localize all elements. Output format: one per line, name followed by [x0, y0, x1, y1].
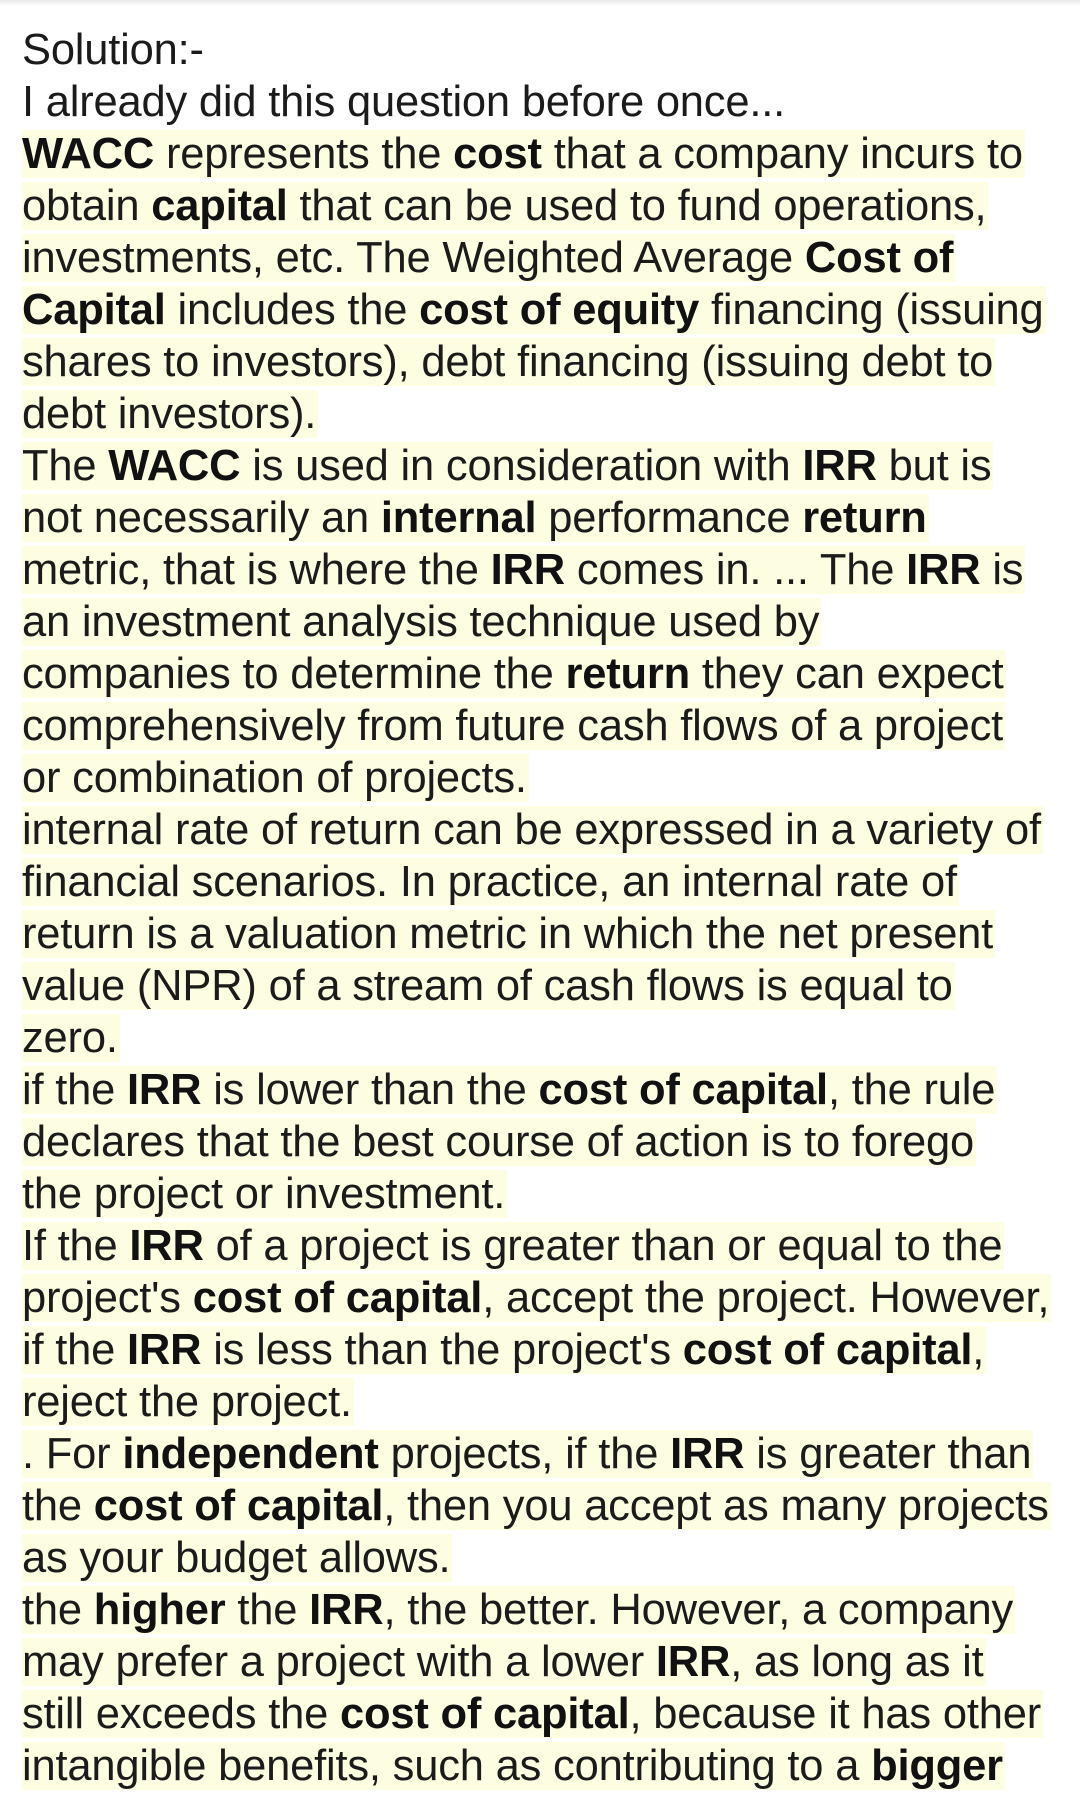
text-run: , then you accept as many projects [383, 1482, 1049, 1530]
text-line [22, 1584, 1072, 1636]
line-content [22, 1742, 1005, 1790]
text-run: obtain [22, 182, 152, 230]
bold-term: bigger [871, 1742, 1003, 1790]
text-run: value (NPR) of a stream of cash flows is equal to [22, 962, 953, 1010]
line-content [22, 1222, 1004, 1270]
line-content [22, 1274, 1051, 1322]
line-content [22, 130, 1025, 178]
text-run: return is a valuation metric in which the net present [22, 910, 994, 958]
text-line [22, 1116, 1072, 1168]
text-line [22, 180, 1072, 232]
text-run: financing (issuing [699, 286, 1044, 334]
text-run: comes in. ... The [564, 546, 907, 594]
line-content [22, 1534, 452, 1582]
text-run: intangible benefits, such as contributing to a [22, 1742, 872, 1790]
text-run: is less than the project's [201, 1326, 683, 1374]
bold-term: Cost of [804, 234, 954, 282]
text-line [22, 1740, 1072, 1792]
text-run: debt investors). [22, 390, 317, 438]
bold-term: independent [122, 1430, 379, 1478]
text-run: metric, that is where the [22, 546, 491, 594]
text-line [22, 24, 1072, 76]
line-content [22, 806, 1043, 854]
line-content [22, 858, 959, 906]
text-run: Solution:- [22, 26, 204, 74]
text-run: financial scenarios. In practice, an internal rate of [22, 858, 957, 906]
text-run: projects, if the [378, 1430, 671, 1478]
text-run: performance [536, 494, 803, 542]
text-run: an investment analysis technique used by [22, 598, 820, 646]
text-line [22, 1636, 1072, 1688]
text-run: is [980, 546, 1024, 594]
text-line [22, 960, 1072, 1012]
text-run: , accept the project. However, [482, 1274, 1050, 1322]
line-content [22, 442, 993, 490]
bold-term: cost of equity [419, 286, 700, 334]
line-content [22, 650, 1006, 698]
text-line [22, 76, 1072, 128]
text-line [22, 1532, 1072, 1584]
line-content [22, 1326, 986, 1374]
bold-term: WACC [108, 442, 241, 490]
bold-term: capital [151, 182, 288, 230]
text-run: the [22, 1586, 94, 1634]
bold-term: IRR [129, 1222, 204, 1270]
text-line [22, 440, 1072, 492]
text-line [22, 544, 1072, 596]
text-run: comprehensively from future cash flows of a project [22, 702, 1004, 750]
text-run: represents the [154, 130, 454, 178]
line-content [22, 234, 955, 282]
bold-term: IRR [127, 1066, 202, 1114]
text-line [22, 908, 1072, 960]
text-line [22, 648, 1072, 700]
text-line [22, 1272, 1072, 1324]
line-content [22, 1482, 1051, 1530]
text-line [22, 1480, 1072, 1532]
line-content [22, 1118, 976, 1166]
line-content [22, 1378, 354, 1426]
text-run: still exceeds the [22, 1690, 340, 1738]
text-run: they can expect [689, 650, 1004, 698]
line-content [22, 1638, 986, 1686]
text-line [22, 1324, 1072, 1376]
text-run: reject the project. [22, 1378, 352, 1426]
line-content [22, 1430, 1033, 1478]
text-run: declares that the best course of action is to forego [22, 1118, 974, 1166]
bold-term: IRR [655, 1638, 731, 1686]
text-run: may prefer a project with a lower [22, 1638, 656, 1686]
bold-term: WACC [22, 130, 155, 178]
text-run: is greater than [744, 1430, 1032, 1478]
text-run: , [972, 1326, 985, 1374]
text-run: I already did this question before once... [22, 78, 786, 126]
text-line [22, 232, 1072, 284]
solution-text [22, 24, 1072, 1792]
text-run: but is [876, 442, 992, 490]
line-content [22, 494, 929, 542]
line-content [22, 702, 1005, 750]
line-content [22, 1066, 997, 1114]
line-content [22, 598, 821, 646]
text-run: that a company incurs to [541, 130, 1023, 178]
text-run: includes the [165, 286, 420, 334]
text-run: The [22, 442, 109, 490]
text-run: is lower than the [201, 1066, 539, 1114]
text-run: , the rule [827, 1066, 996, 1114]
text-run: , as long as it [730, 1638, 984, 1686]
line-content [22, 910, 995, 958]
text-line [22, 492, 1072, 544]
text-line [22, 1688, 1072, 1740]
text-run: shares to investors), debt financing (issuing debt to [22, 338, 994, 386]
line-content [22, 546, 1025, 594]
text-line [22, 1064, 1072, 1116]
bold-term: IRR [906, 546, 981, 594]
text-line [22, 1012, 1072, 1064]
text-run: project's [22, 1274, 193, 1322]
line-content [22, 754, 529, 802]
text-line [22, 1220, 1072, 1272]
bold-term: higher [93, 1586, 226, 1634]
text-run: , because it has other [629, 1690, 1041, 1738]
bold-term: internal [380, 494, 537, 542]
text-line [22, 1376, 1072, 1428]
bold-term: cost of capital [93, 1482, 384, 1530]
text-line [22, 1428, 1072, 1480]
text-line [22, 596, 1072, 648]
line-content [22, 338, 995, 386]
bold-term: cost of capital [682, 1326, 973, 1374]
text-line [22, 700, 1072, 752]
bold-term: IRR [309, 1586, 384, 1634]
line-content [22, 286, 1046, 334]
text-run: of a project is greater than or equal to the [203, 1222, 1003, 1270]
text-line [22, 752, 1072, 804]
text-run: if the [22, 1326, 127, 1374]
line-content [22, 1170, 507, 1218]
text-run: investments, etc. The Weighted Average [22, 234, 805, 282]
text-run: not necessarily an [22, 494, 381, 542]
bold-term: return [565, 650, 690, 698]
text-run: . For [22, 1430, 123, 1478]
text-line [22, 128, 1072, 180]
bold-term: IRR [127, 1326, 202, 1374]
text-line [22, 804, 1072, 856]
text-run: is used in consideration with [240, 442, 803, 490]
text-run: or combination of projects. [22, 754, 527, 802]
text-line [22, 856, 1072, 908]
bold-term: IRR [670, 1430, 745, 1478]
line-content [22, 182, 988, 230]
line-content [22, 26, 206, 74]
text-line [22, 388, 1072, 440]
text-run: that can be used to fund operations, [287, 182, 987, 230]
line-content [22, 78, 787, 126]
text-run: zero. [22, 1014, 118, 1062]
line-content [22, 1690, 1043, 1738]
text-run: If the [22, 1222, 130, 1270]
bold-term: return [802, 494, 927, 542]
text-line [22, 1168, 1072, 1220]
text-run: companies to determine the [22, 650, 566, 698]
text-line [22, 284, 1072, 336]
bold-term: IRR [802, 442, 877, 490]
text-run: internal rate of return can be expressed in a variety of [22, 806, 1041, 854]
bold-term: cost of capital [538, 1066, 828, 1114]
text-run: the [22, 1482, 94, 1530]
top-edge-shadow [0, 0, 1080, 6]
text-line [22, 336, 1072, 388]
bold-term: Capital [22, 286, 166, 334]
text-run: if the [22, 1066, 127, 1114]
bold-term: cost of capital [192, 1274, 483, 1322]
bold-term: cost [453, 130, 542, 178]
line-content [22, 390, 318, 438]
line-content [22, 962, 955, 1010]
text-run: as your budget allows. [22, 1534, 451, 1582]
line-content [22, 1014, 120, 1062]
bold-term: cost of capital [339, 1690, 630, 1738]
text-run: the project or investment. [22, 1170, 506, 1218]
text-run: , the better. However, a company [383, 1586, 1014, 1634]
line-content [22, 1586, 1015, 1634]
text-run: the [225, 1586, 310, 1634]
bold-term: IRR [490, 546, 565, 594]
